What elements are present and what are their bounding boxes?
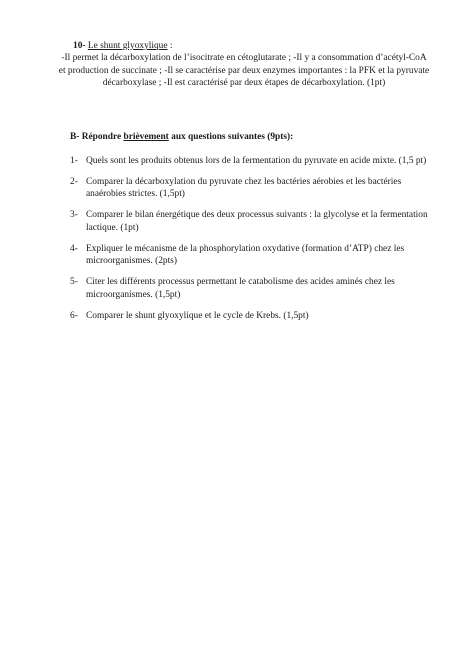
question-item — [70, 176, 430, 201]
question-text: Expliquer le mécanisme de la phosphorylation oxydative (formation d’ATP) chez les microorganismes. (2pts) — [86, 243, 405, 267]
question-text: Citer les différents processus permettant le catabolisme des acides aminés chez les microorganismes. (1,5pt) — [86, 277, 395, 300]
question-text: Comparer la décarboxylation du pyruvate chez les bactéries aérobies et les bactéries anaérobies strictes. (1,5pt) — [86, 177, 402, 200]
question-10-answer: -Il permet la décarboxylation de l’isocitrate en cétoglutarate ; -Il y a consommation d’acétyl-CoA et production de succinate ; -Il se caractérise par deux enzymes importantes : la PFK et la pyruvate décarboxylase ; -Il est caractérisé par deux étapes de décarboxylation. (1pt) — [58, 53, 430, 89]
question-item — [70, 209, 430, 234]
section-b-heading — [70, 131, 430, 143]
question-text: Comparer le shunt glyoxylique et le cycle de Krebs. (1,5pt) — [86, 310, 309, 321]
question-10-title: Le shunt glyoxylique — [87, 41, 168, 51]
question-10-heading — [58, 40, 430, 52]
question-number: 1- — [70, 156, 78, 166]
question-number: 4- — [70, 243, 78, 254]
question-item — [70, 310, 430, 322]
question-number: 6- — [70, 310, 78, 321]
section-b-prefix: B- Répondre — [70, 132, 124, 142]
question-10-title-colon: : — [167, 41, 173, 51]
question-10-block — [58, 40, 430, 90]
question-item — [70, 243, 430, 268]
question-number: 2- — [70, 177, 78, 187]
section-b-emphasis: brièvement — [123, 132, 169, 142]
question-number: 5- — [70, 277, 78, 288]
question-item — [70, 276, 430, 301]
question-number: 3- — [70, 210, 78, 221]
question-text: Comparer le bilan énergétique des deux processus suivants : la glycolyse et la fermentation lactique. (1pt) — [86, 210, 428, 233]
question-list — [70, 155, 430, 331]
question-item — [70, 155, 430, 167]
section-b-suffix: aux questions suivantes (9pts): — [168, 132, 294, 142]
question-10-number: 10- — [73, 41, 86, 51]
question-text: Quels sont les produits obtenus lors de la fermentation du pyruvate en acide mixte. (1,5 pt) — [86, 156, 427, 166]
